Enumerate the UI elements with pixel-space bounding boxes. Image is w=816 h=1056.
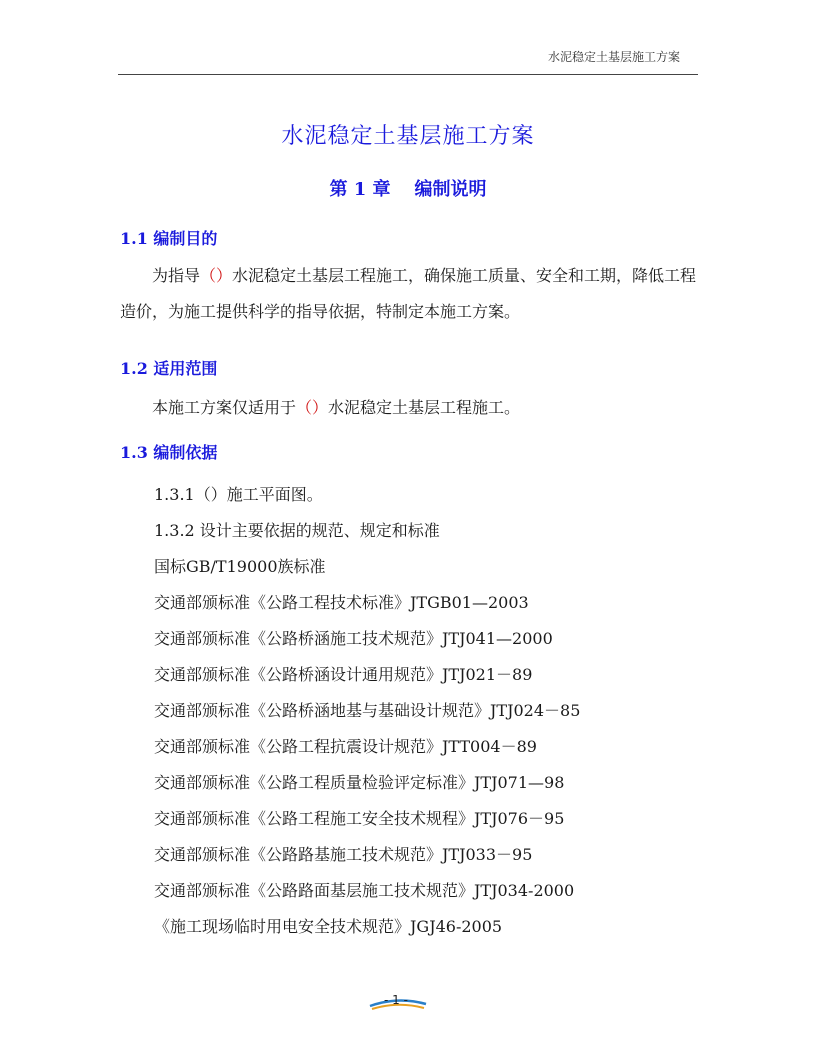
list-item: 交通部颁标准《公路桥涵设计通用规范》JTJ021－89	[154, 665, 533, 684]
list-item: 交通部颁标准《公路桥涵地基与基础设计规范》JTJ024－85	[154, 701, 581, 720]
list-item: 交通部颁标准《公路工程施工安全技术规程》JTJ076－95	[154, 809, 565, 828]
list-item: 交通部颁标准《公路工程质量检验评定标准》JTJ071—98	[154, 773, 565, 792]
list-item: 交通部颁标准《公路桥涵施工技术规范》JTJ041—2000	[154, 629, 553, 648]
s2-text-after: 水泥稳定土基层工程施工。	[328, 398, 521, 417]
s1-placeholder: （）	[200, 266, 233, 285]
s1-text-after: 水泥稳定土基层工程施工，确保施工质量、安全和工期，降低工程造价，为施工提供科学的指导依据，特制定本施工方案。	[120, 266, 697, 321]
list-item: 交通部颁标准《公路路基施工技术规范》JTJ033－95	[154, 845, 533, 864]
list-item: 国标GB/T19000族标准	[154, 557, 326, 576]
header-title: 水泥稳定土基层施工方案	[547, 50, 680, 64]
s2-placeholder: （）	[296, 398, 329, 417]
section-heading-1-2: 1.2 适用范围	[120, 359, 218, 378]
section-heading-1-1: 1.1 编制目的	[120, 229, 218, 248]
list-item: 1.3.2 设计主要依据的规范、规定和标准	[154, 521, 440, 540]
s1-text-before: 为指导	[152, 266, 201, 285]
document-title: 水泥稳定土基层施工方案	[281, 124, 535, 149]
chapter-name: 编制说明	[414, 179, 487, 200]
section-1-1-paragraph	[120, 258, 700, 330]
list-item: 交通部颁标准《公路工程技术标准》JTGB01—2003	[154, 593, 529, 612]
chapter-number: 第 1 章	[329, 179, 391, 200]
list-item: 交通部颁标准《公路路面基层施工技术规范》JTJ034-2000	[154, 881, 575, 900]
list-item: 交通部颁标准《公路工程抗震设计规范》JTT004－89	[154, 737, 537, 756]
header-divider	[118, 74, 698, 75]
section-1-2-paragraph	[120, 390, 700, 426]
list-item: 1.3.1（）施工平面图。	[154, 485, 323, 504]
list-item: 《施工现场临时用电安全技术规范》JGJ46-2005	[154, 917, 503, 936]
s2-text-before: 本施工方案仅适用于	[152, 398, 297, 417]
page-number: - 1 -	[384, 993, 408, 1007]
chapter-title	[0, 175, 816, 201]
section-heading-1-3: 1.3 编制依据	[120, 443, 218, 462]
